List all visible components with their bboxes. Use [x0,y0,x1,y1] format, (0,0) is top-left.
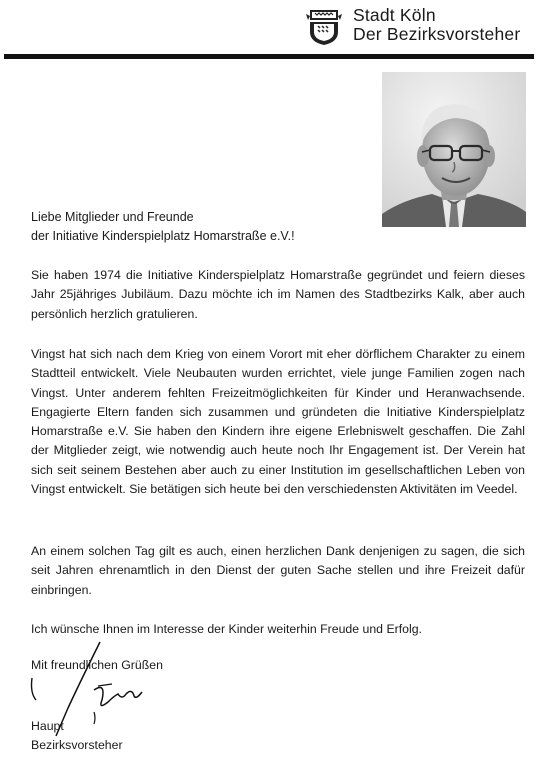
paragraph-wishes: Ich wünsche Ihnen im Interesse der Kinder weiterhin Freude und Erfolg. [31,622,422,636]
salutation-line-2: der Initiative Kinderspielplatz Homarstraße e.V.! [31,229,295,243]
portrait-photo [382,72,526,227]
signer-title: Bezirksvorsteher [31,738,123,752]
letterhead [306,4,538,46]
salutation [31,208,391,246]
cologne-coat-of-arms-icon [306,6,342,46]
letterhead-city: Stadt Köln [353,5,436,25]
paragraph-congratulations: Sie haben 1974 die Initiative Kinderspielplatz Homarstraße gegründet und feiern dieses Jahr 25jähriges Jubiläum. Dazu möchte ich im Namen des Stadtbezirks Kalk, aber auch persönlich herzlich gratulieren. [31,268,525,321]
paragraph-thanks: An einem solchen Tag gilt es auch, einen herzlichen Dank denjenigen zu sagen, die sich seit Jahren ehrenamtlich in den Dienst der guten Sache stellen und ihre Freizeit dafür einbringen. [31,544,525,597]
signer-name: Haupt [31,719,64,733]
header-divider [4,54,534,59]
letterhead-office: Der Bezirksvorsteher [353,24,521,44]
salutation-line-1: Liebe Mitglieder und Freunde [31,210,194,224]
paragraph-history: Vingst hat sich nach dem Krieg von einem Vorort mit eher dörflichem Charakter zu einem Stadtteil entwickelt. Viele Neubauten wurden errichtet, viele junge Familien zogen nach Vingst. Unter anderem fehlten Freizeitmöglichkeiten für Kinder und Heranwachsende. Engagierte Eltern fanden sich zusammen und gründeten die Initiative Kinderspielplatz Homarstraße e.V. Sie haben den Kindern ihre eigene Erlebniswelt geschaffen. Die Zahl der Mitglieder zeigt, wie notwendig auch heute noch Ihr Engagement ist. Der Verein hat sich seit seinem Bestehen aber auch zu einer Institution im gesellschaftlichen Leben von Vingst entwickelt. Sie betätigen sich heute bei den verschiedensten Aktivitäten im Veedel. [31,347,525,497]
closing: Mit freundlichen Grüßen [31,658,163,672]
